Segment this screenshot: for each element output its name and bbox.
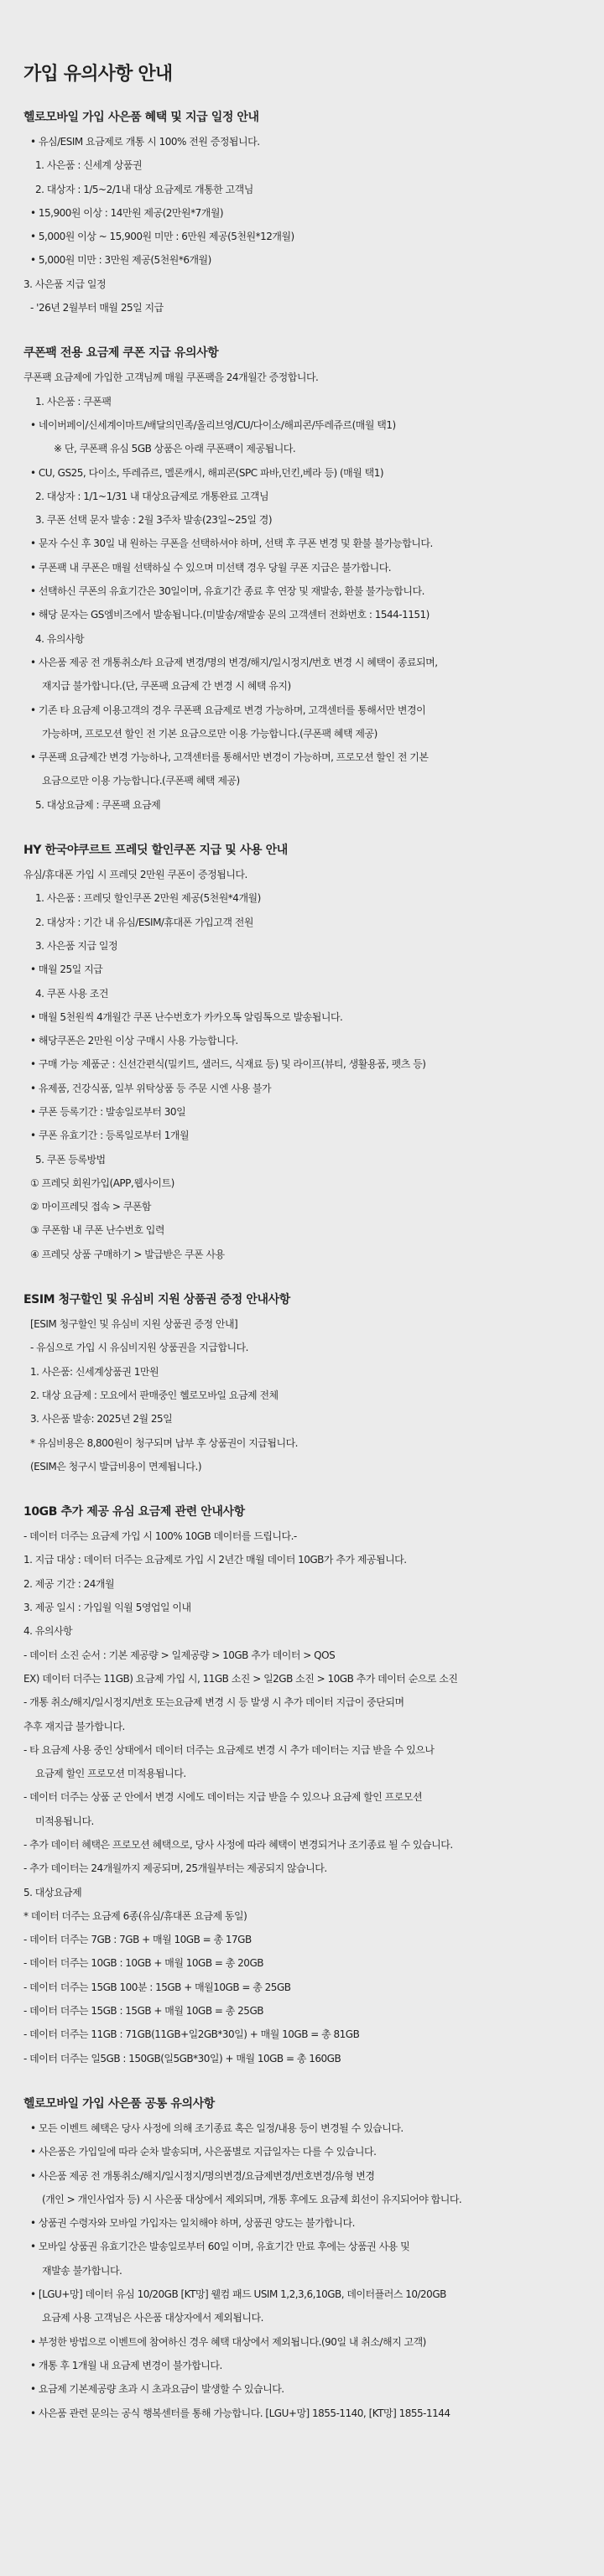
notice-line: - 데이터 더주는 15GB : 15GB + 매월 10GB = 총 25GB <box>23 2005 263 2018</box>
notice-line: 요금으로만 이용 가능합니다.(쿠폰팩 혜택 제공) <box>42 775 240 787</box>
notice-line: 2. 대상자 : 기간 내 유심/ESIM/휴대폰 가입고객 전원 <box>35 916 253 928</box>
section-s2 <box>23 345 581 817</box>
notice-line: • 모바일 상품권 유효기간은 발송일로부터 60일 이며, 유효기간 만료 후에는 상품권 사용 및 <box>30 2241 410 2253</box>
notice-line: ② 마이프레딧 접속 > 쿠폰함 <box>30 1201 151 1213</box>
notice-line: 2. 대상자 : 1/5~2/1내 대상 요금제로 개통한 고객님 <box>35 183 253 195</box>
notice-line: • 문자 수신 후 30일 내 원하는 쿠폰을 선택하셔야 하며, 선택 후 쿠폰 변경 및 환불 불가능합니다. <box>30 538 433 550</box>
section-title: 헬로모바일 가입 사은품 공통 유의사항 <box>23 2096 215 2111</box>
notice-line: 5. 대상요금제 <box>23 1886 82 1898</box>
section-s1 <box>23 109 581 319</box>
notice-line: - 유심으로 가입 시 유심비지원 상품권을 지급합니다. <box>30 1342 248 1354</box>
notice-line: 1. 지급 대상 : 데이터 더주는 요금제로 가입 시 2년간 매월 데이터 10GB가 추가 제공됩니다. <box>23 1554 407 1566</box>
notice-line: • 부정한 방법으로 이벤트에 참여하신 경우 혜택 대상에서 제외됩니다.(90일 내 취소/해지 고객) <box>30 2335 426 2348</box>
notice-line: 2. 대상 요금제 : 모요에서 판매중인 헬로모바일 요금제 전체 <box>30 1389 279 1401</box>
section-s4 <box>23 1291 581 1478</box>
section-title: 쿠폰팩 전용 요금제 쿠폰 지급 유의사항 <box>23 346 219 361</box>
notice-line: 4. 유의사항 <box>35 632 85 645</box>
notice-line: • 사은품 제공 전 개통취소/해지/일시정지/명의변경/요금제변경/번호변경/유형 변경 <box>30 2169 375 2182</box>
notice-line: • 유심/ESIM 요금제로 개통 시 100% 전원 증정됩니다. <box>30 136 260 148</box>
notice-line: • 사은품은 가입일에 따라 순차 발송되며, 사은품별로 지급일자는 다를 수 있습니다. <box>30 2146 377 2158</box>
notice-line: - '26년 2월부터 매월 25일 지급 <box>30 302 164 314</box>
notice-line: • 해당쿠폰은 2만원 이상 구매시 사용 가능합니다. <box>30 1035 238 1047</box>
notice-line: (개인 > 개인사업자 등) 시 사은품 대상에서 제외되며, 개통 후에도 요금제 회선이 유지되어야 합니다. <box>42 2193 462 2205</box>
notice-line: 2. 제공 기간 : 24개월 <box>23 1577 115 1590</box>
notice-line: 5. 쿠폰 등록방법 <box>35 1153 106 1166</box>
section-s5 <box>23 1504 581 2070</box>
notice-line: 쿠폰팩 요금제에 가입한 고객님께 매월 쿠폰팩을 24개월간 증정합니다. <box>23 371 319 384</box>
notice-line: • 15,900원 이상 : 14만원 제공(2만원*7개월) <box>30 206 224 219</box>
notice-line: 1. 사은품 : 프레딧 할인쿠폰 2만원 제공(5천원*4개월) <box>35 892 261 905</box>
notice-line: - 데이터 더주는 요금제 가입 시 100% 10GB 데이터를 드립니다.- <box>23 1530 297 1543</box>
notice-line: • 사은품 관련 문의는 공식 행복센터를 통해 가능합니다. [LGU+망] 1855-1140, [KT망] 1855-1144 <box>30 2407 450 2419</box>
notice-line: - 타 요금제 사용 중인 상태에서 데이터 더주는 요금제로 변경 시 추가 데이터는 지급 받을 수 있으나 <box>23 1743 435 1756</box>
notice-line: • 매월 5천원씩 4개월간 쿠폰 난수번호가 카카오톡 알림톡으로 발송됩니다. <box>30 1010 343 1023</box>
notice-line: - 데이터 소진 순서 : 기본 제공량 > 일제공량 > 10GB 추가 데이터 > QOS <box>23 1649 336 1661</box>
notice-line: - 추가 데이터는 24개월까지 제공되며, 25개월부터는 제공되지 않습니다. <box>23 1862 327 1875</box>
notice-line: 미적용됩니다. <box>35 1815 94 1827</box>
notice-line: 3. 사은품 지급 일정 <box>35 939 118 952</box>
section-title: 10GB 추가 제공 유심 요금제 관련 안내사항 <box>23 1505 245 1519</box>
notice-line: 3. 쿠폰 선택 문자 발송 : 2월 3주차 발송(23일~25일 경) <box>35 514 273 527</box>
notice-line: • 쿠폰 등록기간 : 발송일로부터 30일 <box>30 1105 186 1118</box>
notice-line: 3. 사은품 발송: 2025년 2월 25일 <box>30 1413 173 1426</box>
notice-line: 가능하며, 프로모션 할인 전 기본 요금으로만 이용 가능합니다.(쿠폰팩 혜택 제공) <box>42 727 378 740</box>
notice-line: 요금제 할인 프로모션 미적용됩니다. <box>35 1768 186 1780</box>
notice-line: - 추가 데이터 혜택은 프로모션 혜택으로, 당사 사정에 따라 혜택이 변경되거나 조기종료 될 수 있습니다. <box>23 1839 453 1851</box>
notice-line: • CU, GS25, 다이소, 뚜레쥬르, 멜론캐시, 해피콘(SPC 파바,던킨,베라 등) (매월 택1) <box>30 466 384 479</box>
notice-line: 1. 사은품: 신세계상품권 1만원 <box>30 1365 159 1378</box>
notice-line: 3. 제공 일시 : 가입월 익월 5영업일 이내 <box>23 1602 191 1614</box>
notice-line: • 개통 후 1개월 내 요금제 변경이 불가합니다. <box>30 2359 222 2371</box>
notice-line: - 데이터 더주는 상품 군 안에서 변경 시에도 데이터는 지급 받을 수 있으나 요금제 할인 프로모션 <box>23 1791 423 1804</box>
notice-line: • 쿠폰 유효기간 : 등록일로부터 1개월 <box>30 1130 190 1142</box>
notice-line: • 5,000원 미만 : 3만원 제공(5천원*6개월) <box>30 254 211 267</box>
section-title: 헬로모바일 가입 사은품 혜택 및 지급 일정 안내 <box>23 111 259 124</box>
notice-line: • 선택하신 쿠폰의 유효기간은 30일이며, 유효기간 종료 후 연장 및 재발송, 환불 불가능합니다. <box>30 585 424 598</box>
notice-line: - 데이터 더주는 7GB : 7GB + 매월 10GB = 총 17GB <box>23 1934 252 1946</box>
sections-container <box>23 109 581 2425</box>
notice-line: 재지급 불가합니다.(단, 쿠폰팩 요금제 간 변경 시 혜택 유지) <box>42 680 291 693</box>
notice-line: 5. 대상요금제 : 쿠폰팩 요금제 <box>35 798 161 811</box>
notice-line: 4. 쿠폰 사용 조건 <box>35 987 108 1000</box>
notice-line: - 데이터 더주는 일5GB : 150GB(일5GB*30일) + 매월 10GB = 총 160GB <box>23 2052 341 2064</box>
notice-line: - 데이터 더주는 10GB : 10GB + 매월 10GB = 총 20GB <box>23 1957 263 1970</box>
notice-line: - 개통 취소/해지/일시정지/번호 또는요금제 변경 시 등 발생 시 추가 데이터 지급이 중단되며 <box>23 1696 404 1709</box>
notice-line: (ESIM은 청구시 발급비용이 면제됩니다.) <box>30 1460 202 1472</box>
notice-line: 2. 대상자 : 1/1~1/31 내 대상요금제로 개통완료 고객님 <box>35 490 269 502</box>
notice-line: 요금제 사용 고객님은 사은품 대상자에서 제외됩니다. <box>42 2312 263 2324</box>
notice-line: ④ 프레딧 상품 구매하기 > 발급받은 쿠폰 사용 <box>30 1248 225 1260</box>
notice-line: - 데이터 더주는 11GB : 71GB(11GB+일2GB*30일) + 매월 10GB = 총 81GB <box>23 2028 360 2041</box>
notice-line: [ESIM 청구할인 및 유심비 지원 상품권 증정 안내] <box>30 1318 238 1331</box>
notice-line: • 기존 타 요금제 이용고객의 경우 쿠폰팩 요금제로 변경 가능하며, 고객센터를 통해서만 변경이 <box>30 704 426 716</box>
page-title: 가입 유의사항 안내 <box>23 64 173 85</box>
notice-line: • 상품권 수령자와 모바일 가입자는 일치해야 하며, 상품권 양도는 불가합니다. <box>30 2217 355 2230</box>
notice-line: • 요금제 기본제공량 초과 시 초과요금이 발생할 수 있습니다. <box>30 2383 284 2396</box>
notice-line: EX) 데이터 더주는 11GB) 요금제 가입 시, 11GB 소진 > 일2GB 소진 > 10GB 추가 데이터 순으로 소진 <box>23 1672 458 1685</box>
notice-line: ③ 쿠폰함 내 쿠폰 난수번호 입력 <box>30 1224 164 1237</box>
section-s6 <box>23 2096 581 2425</box>
notice-line: 추후 재지급 불가합니다. <box>23 1720 125 1732</box>
notice-line: • 모든 이벤트 혜택은 당사 사정에 의해 조기종료 혹은 일정/내용 등이 변경될 수 있습니다. <box>30 2122 404 2134</box>
notice-line: • 네이버페이/신세계이마트/배달의민족/올리브영/CU/다이소/해피콘/뚜레쥬르(매월 택1) <box>30 418 396 431</box>
notice-line: 1. 사은품 : 신세계 상품권 <box>35 159 143 172</box>
notice-line: 4. 유의사항 <box>23 1625 73 1638</box>
notice-line: ※ 단, 쿠폰팩 유심 5GB 상품은 아래 쿠폰팩이 제공됩니다. <box>54 443 296 455</box>
notice-line: - 데이터 더주는 15GB 100분 : 15GB + 매월10GB = 총 25GB <box>23 1981 291 1993</box>
notice-line: * 유심비용은 8,800원이 청구되며 납부 후 상품권이 지급됩니다. <box>30 1436 298 1449</box>
section-title: ESIM 청구할인 및 유심비 지원 상품권 증정 안내사항 <box>23 1293 290 1307</box>
notice-line: • 매월 25일 지급 <box>30 963 103 976</box>
section-s3 <box>23 842 581 1266</box>
notice-line: 1. 사은품 : 쿠폰팩 <box>35 395 112 408</box>
notice-line: • 사은품 제공 전 개통취소/타 요금제 변경/명의 변경/해지/일시정지/번호 변경 시 혜택이 종료되며, <box>30 656 438 668</box>
notice-line: • 해당 문자는 GS엠비즈에서 발송됩니다.(미발송/재발송 문의 고객센터 전화번호 : 1544-1151) <box>30 609 430 621</box>
notice-line: ① 프레딧 회원가입(APP,웹사이트) <box>30 1176 174 1189</box>
notice-line: • [LGU+망] 데이터 유심 10/20GB [KT망] 웰컴 패드 USIM 1,2,3,6,10GB, 데이터플러스 10/20GB <box>30 2288 446 2301</box>
notice-line: 유심/휴대폰 가입 시 프레딧 2만원 쿠폰이 증정됩니다. <box>23 869 247 881</box>
notice-line: 재발송 불가합니다. <box>42 2264 122 2277</box>
notice-line: 3. 사은품 지급 일정 <box>23 278 107 290</box>
section-title: HY 한국야쿠르트 프레딧 할인쿠폰 지급 및 사용 안내 <box>23 844 288 858</box>
notice-line: • 유제품, 건강식품, 일부 위탁상품 등 주문 시엔 사용 불가 <box>30 1082 272 1094</box>
notice-line: • 쿠폰팩 요금제간 변경 가능하나, 고객센터를 통해서만 변경이 가능하며, 프로모션 할인 전 기본 <box>30 751 429 764</box>
notice-line: * 데이터 더주는 요금제 6종(유심/휴대폰 요금제 동일) <box>23 1909 247 1922</box>
notice-line: • 구매 가능 제품군 : 신선간편식(밀키트, 샐러드, 식재료 등) 및 라이프(뷰티, 생활용품, 펫츠 등) <box>30 1058 426 1071</box>
notice-line: • 5,000원 이상 ~ 15,900원 미만 : 6만원 제공(5천원*12개월) <box>30 231 294 243</box>
notice-line: • 쿠폰팩 내 쿠폰은 매월 선택하실 수 있으며 미선택 경우 당월 쿠폰 지급은 불가합니다. <box>30 561 392 574</box>
